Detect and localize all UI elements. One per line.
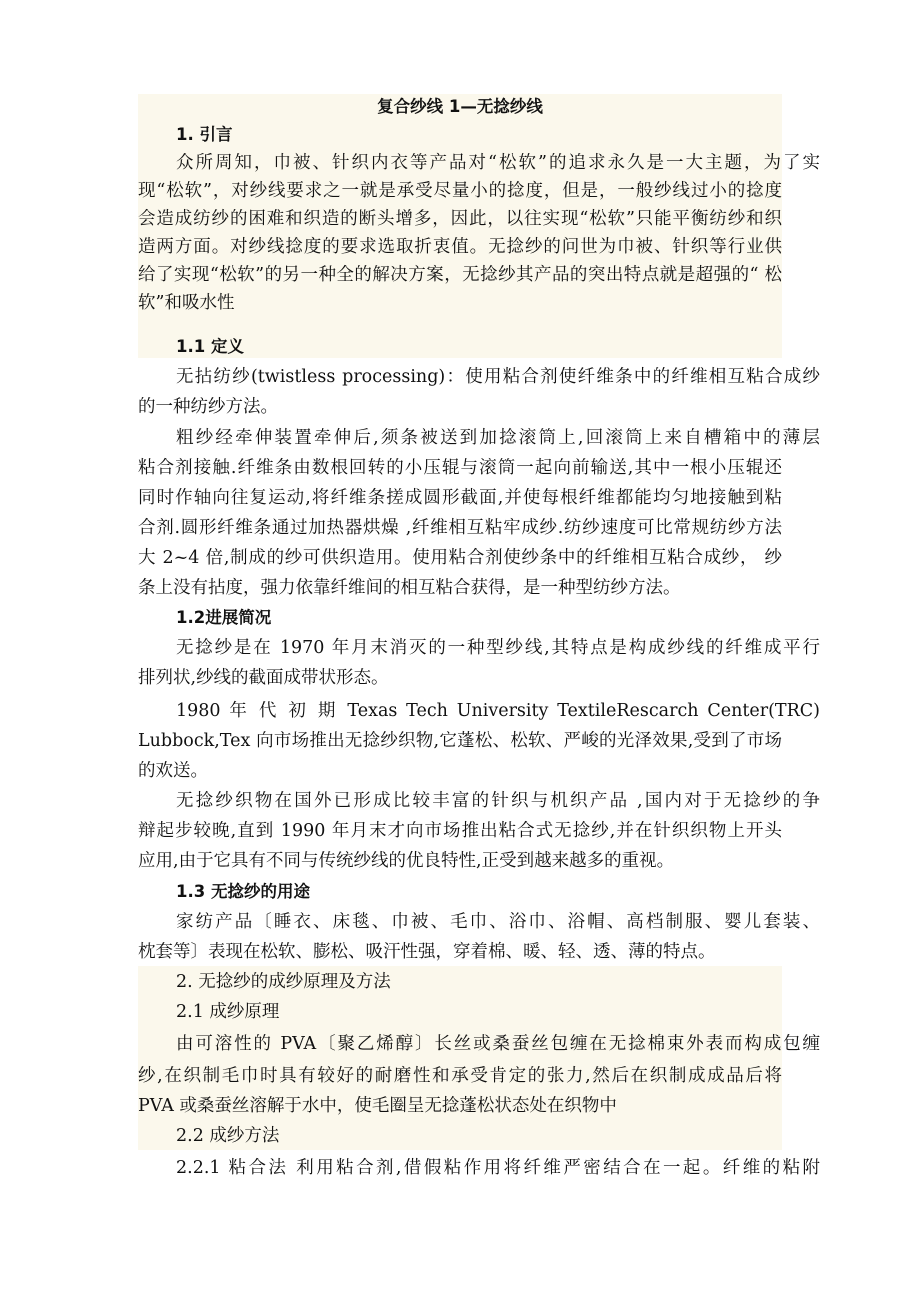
paragraph-line: 给了实现“松软”的另一种全的解决方案，无捻纱其产品的突出特点就是超强的“ 松 [138, 265, 782, 285]
paragraph-line: PVA 或桑蚕丝溶解于水中，使毛圈呈无捻蓬松状态处在织物中 [138, 1096, 617, 1116]
paragraph-line: 无捻纱是在 1970 年月末消灭的一种型纱线,其特点是构成纱线的纤维成平行 [176, 638, 820, 658]
paragraph-line: 枕套等〕表现在松软、膨松、吸汗性强，穿着棉、暖、轻、透、薄的特点。 [138, 942, 716, 962]
paragraph-line: 软”和吸水性 [138, 293, 235, 313]
paragraph-line: 纱,在织制毛巾时具有较好的耐磨性和承受肯定的张力,然后在织制成成品后将 [138, 1066, 782, 1086]
paragraph-line: 会造成纺纱的困难和织造的断头增多，因此，以往实现“松软”只能平衡纺纱和织 [138, 209, 782, 229]
paragraph-line: 造两方面。对纱线捻度的要求选取折衷值。无捻纱的问世为巾被、针织等行业供 [138, 237, 782, 257]
paragraph-line: 粘合剂接触.纤维条由数根回转的小压辊与滚筒一起向前输送,其中一根小压辊还 [138, 458, 782, 478]
paragraph-line: 条上没有拈度，强力依靠纤维间的相互粘合获得，是一种型纺纱方法。 [138, 578, 681, 598]
paragraph-line: 辩起步较晚,直到 1990 年月末才向市场推出粘合式无捻纱,并在针织织物上开头 [138, 821, 782, 841]
paragraph-line: 2.2.1 粘合法 利用粘合剂,借假粘作用将纤维严密结合在一起。纤维的粘附 [176, 1158, 820, 1178]
section-heading: 1.3 无捻纱的用途 [176, 882, 310, 901]
paragraph-line: 应用,由于它具有不同与传统纱线的优良特性,正受到越来越多的重视。 [138, 851, 675, 871]
paragraph-line: 排列状,纱线的截面成带状形态。 [138, 668, 389, 688]
paragraph-line: 众所周知，巾被、针织内衣等产品对“松软”的追求永久是一大主题，为了实 [176, 153, 820, 173]
paragraph-line: 的欢送。 [138, 761, 208, 781]
document-title: 复合纱线 1—无捻纱线 [377, 97, 543, 116]
paragraph-line: Lubbock,Tex 向市场推出无捻纱织物,它蓬松、松软、严峻的光泽效果,受到了市场 [138, 731, 782, 751]
section-heading: 2. 无捻纱的成纱原理及方法 [176, 972, 391, 992]
section-heading: 1. 引言 [176, 125, 233, 144]
paragraph-line: 现“松软”，对纱线要求之一就是承受尽量小的捻度，但是，一般纱线过小的捻度 [138, 181, 782, 201]
paragraph-line: 无拈纺纱(twistless processing)：使用粘合剂使纤维条中的纤维相互粘合成纱 [176, 367, 820, 387]
paragraph-line: 家纺产品〔睡衣、床毯、巾被、毛巾、浴巾、浴帽、高档制服、婴儿套装、 [176, 912, 820, 932]
paragraph-line: 同时作轴向往复运动,将纤维条搓成圆形截面,并使每根纤维都能均匀地接触到粘 [138, 488, 782, 508]
paragraph-line: 粗纱经牵伸装置牵伸后,须条被送到加捻滚筒上,回滚筒上来自槽箱中的薄层 [176, 428, 820, 448]
section-heading: 2.1 成纱原理 [176, 1002, 280, 1022]
paragraph-line: 大 2~4 倍,制成的纱可供织造用。使用粘合剂使纱条中的纤维相互粘合成纱， 纱 [138, 548, 782, 568]
section-heading: 1.1 定义 [176, 337, 244, 356]
paragraph-line: 由可溶性的 PVA〔聚乙烯醇〕长丝或桑蚕丝包缠在无捻棉束外表而构成包缠 [176, 1034, 820, 1054]
section-heading: 1.2进展简况 [176, 608, 272, 627]
paragraph-line: 合剂.圆形纤维条通过加热器烘燥 ,纤维相互粘牢成纱.纺纱速度可比常规纺纱方法 [138, 518, 782, 538]
paragraph-line: 的一种纺纱方法。 [138, 397, 278, 417]
paragraph-line: 无捻纱织物在国外已形成比较丰富的针织与机织产品 ,国内对于无捻纱的争 [176, 791, 820, 811]
paragraph-line: 1980 年 代 初 期 Texas Tech University TextileRescarch Center(TRC) [176, 701, 820, 721]
section-heading: 2.2 成纱方法 [176, 1126, 280, 1146]
